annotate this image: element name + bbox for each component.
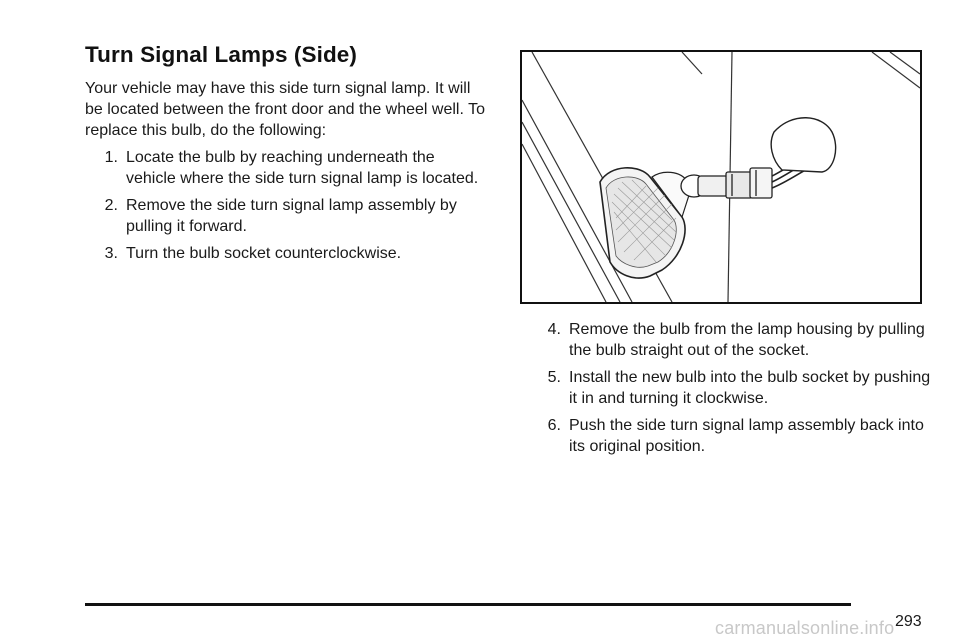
step-text: Install the new bulb into the bulb socket by pushing it in and turning it clockwise. — [569, 369, 931, 407]
watermark: carmanualsonline.info — [715, 618, 895, 638]
step-text: Remove the bulb from the lamp housing by pulling the bulb straight out of the socket. — [569, 321, 925, 359]
footer-rule — [85, 603, 851, 606]
lamp-housing — [600, 168, 690, 278]
page-number: 293 — [895, 613, 922, 630]
lamp-illustration — [520, 50, 922, 304]
step-number: 3. — [104, 245, 118, 262]
step-number: 5. — [547, 369, 561, 386]
section-heading: Turn Signal Lamps (Side) — [85, 42, 358, 67]
step-number: 4. — [547, 321, 561, 338]
list-item — [85, 243, 485, 264]
step-text: Remove the side turn signal lamp assembly by pulling it forward. — [126, 197, 457, 235]
step-text: Push the side turn signal lamp assembly back into its original position. — [569, 417, 924, 455]
left-column — [85, 42, 485, 270]
steps-list-right — [527, 319, 937, 457]
step-number: 6. — [547, 417, 561, 434]
right-column — [527, 319, 937, 463]
list-item — [527, 415, 937, 457]
list-item — [85, 195, 485, 237]
list-item — [85, 147, 485, 189]
list-item — [527, 319, 937, 361]
step-number: 2. — [104, 197, 118, 214]
step-text: Turn the bulb socket counterclockwise. — [126, 245, 402, 262]
step-text: Locate the bulb by reaching underneath the vehicle where the side turn signal lamp is located. — [126, 149, 479, 187]
list-item — [527, 367, 937, 409]
connector-shroud — [771, 118, 835, 172]
step-number: 1. — [104, 149, 118, 166]
intro-paragraph: Your vehicle may have this side turn signal lamp. It will be located between the front door and the wheel well. To replace this bulb, do the following: — [85, 80, 485, 139]
steps-list-left — [85, 147, 485, 264]
bulb — [681, 168, 772, 198]
lamp-bulb-drawing — [522, 52, 920, 302]
